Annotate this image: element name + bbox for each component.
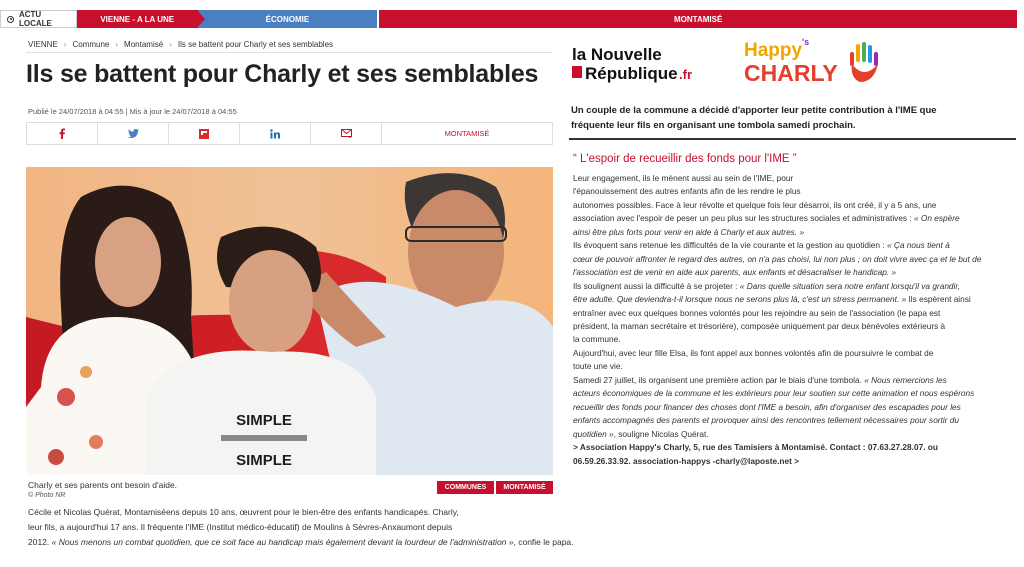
body-line: l'association est de venir en aide aux parents, aux enfants et désacraliser le handicap. »	[573, 267, 897, 278]
nav-montamise[interactable]: MONTAMISÉ	[379, 10, 1017, 28]
facebook-icon	[58, 128, 66, 139]
happys-charly-logo	[742, 36, 882, 88]
lead-line: fréquente leur fils en organisant une tombola samedi prochain.	[571, 120, 856, 131]
chevron-right-icon: ›	[169, 40, 172, 49]
share-section-tag[interactable]: MONTAMISÉ	[444, 129, 490, 138]
article-subheading: “ L'espoir de recueillir des fonds pour l'IME ”	[573, 153, 797, 165]
body-line: Leur engagement, ils le mènent aussi au sein de l'IME, pour	[573, 173, 794, 183]
svg-text:'s: 's	[802, 37, 810, 47]
body-line: toute une vie.	[573, 361, 623, 372]
location-icon	[7, 16, 14, 23]
body-line: la commune.	[573, 334, 621, 345]
breadcrumb-current: Ils se battent pour Charly et ses semblables	[177, 40, 334, 49]
share-email-button[interactable]	[311, 123, 382, 144]
chevron-right-icon: ›	[63, 40, 67, 49]
divider	[569, 138, 1016, 140]
share-flipboard-button[interactable]	[169, 123, 240, 144]
intro-line: Cécile et Nicolas Quérat, Montamiséens depuis 10 ans, œuvrent pour le bien-être des enfants handicapés. Charly,	[28, 507, 459, 517]
lead-line: Un couple de la commune a décidé d'apporter leur petite contribution à l'IME que	[571, 105, 937, 116]
body-line: président, la maman secrétaire et trésorière), composée uniquement par deux bénévoles extérieurs à	[573, 320, 946, 331]
breadcrumb-item[interactable]: Montamisé	[124, 40, 164, 49]
tag-montamise[interactable]: MONTAMISÉ	[496, 481, 553, 494]
share-bar	[26, 122, 553, 145]
nav-actu-locale[interactable]	[0, 10, 77, 28]
nav-actu-locale-label: ACTU LOCALE	[18, 10, 52, 28]
body-line: association avec l'espoir de peser un peu plus sur les structures sociales et administratives : « On espère	[573, 213, 960, 224]
body-line: enfants accompagnés des parents et provoquer ainsi des rencontres tellement nécessaires pour sortir du	[573, 415, 960, 426]
nav-economie[interactable]: ÉCONOMIE	[198, 10, 378, 28]
contact-line: 06.59.26.33.92. association-happys -charly@laposte.net >	[573, 455, 799, 466]
body-line: être adulte. Que deviendra-t-il lorsque nous ne serons plus là, c'est un stress permanent. » Ils espèrent ainsi	[573, 294, 971, 305]
svg-text:CHARLY: CHARLY	[744, 60, 838, 86]
photo-caption: Charly et ses parents ont besoin d'aide.	[28, 480, 178, 490]
article-photo	[26, 167, 553, 475]
chevron-right-icon: ›	[115, 40, 119, 49]
body-line: acteurs économiques de la commune et les extérieurs pour leur soutien sur cette animation et nous espérons	[573, 388, 975, 399]
share-twitter-button[interactable]	[98, 123, 169, 144]
tshirt-text: SIMPLE	[236, 412, 292, 429]
svg-text:.fr: .fr	[679, 67, 692, 82]
body-line: Aujourd'hui, avec leur fille Elsa, ils font appel aux bonnes volontés afin de poursuivre le combat de	[573, 347, 934, 358]
body-line: Ils évoquent sans retenue les difficultés de la vie courante et la gestion au quotidien : « Ça nous tient à	[573, 240, 950, 251]
section-nav	[0, 10, 1017, 28]
twitter-icon	[128, 129, 139, 138]
article-lead	[571, 103, 1011, 133]
body-line: autonomes possibles. Face à leur révolte et quelque fois leur désarroi, ils ont créé, il y a 5 ans, une	[573, 199, 937, 210]
divider	[26, 52, 552, 53]
contact-line: > Association Happy's Charly, 5, rue des Tamisiers à Montamisé. Contact : 07.63.27.28.07. ou	[573, 442, 938, 453]
photo-credit: © Photo NR	[28, 492, 66, 499]
linkedin-icon	[270, 129, 280, 139]
page-title: Ils se battent pour Charly et ses semblables	[26, 60, 539, 88]
body-line: entraîner avec eux quelques bonnes volontés pour les rejoindre au sein de l'association (le papa est	[573, 307, 941, 318]
publication-date: Publié le 24/07/2018 à 04:55 | Mis à jour le 24/07/2018 à 04:55	[28, 107, 237, 116]
flipboard-icon	[199, 129, 209, 139]
email-icon	[341, 129, 352, 138]
breadcrumb-item[interactable]: Commune	[72, 40, 110, 49]
svg-text:la Nouvelle: la Nouvelle	[572, 45, 662, 64]
article-intro	[28, 505, 613, 550]
body-line: ainsi être plus forts pour venir en aide à Charly et aux autres. »	[573, 226, 805, 237]
breadcrumb-item[interactable]: VIENNE	[28, 40, 58, 49]
share-linkedin-button[interactable]	[240, 123, 311, 144]
nav-vienne[interactable]: VIENNE - A LA UNE	[77, 10, 198, 28]
body-line: recueillir des fonds pour financer des choses dont l'IME a besoin, afin d'organiser des escapades pour les	[573, 401, 961, 412]
body-line: Ils soulignent aussi la difficulté à se projeter : « Dans quelle situation sera notre enfant lorsqu'il va grandir,	[573, 280, 960, 291]
body-line: Samedi 27 juillet, ils organisent une première action par le biais d'une tombola. « Nous remercions les	[573, 374, 947, 385]
body-line: quotidien », souligne Nicolas Quérat.	[573, 428, 709, 439]
body-line: cœur de pouvoir affronter le regard des autres, on n'a pas choisi, lui non plus ; on doit vivre avec ça et le but de	[573, 253, 982, 264]
svg-text:République: République	[585, 64, 678, 83]
tshirt-text: SIMPLE	[236, 452, 292, 469]
intro-line: leur fils, a aujourd'hui 17 ans. Il fréquente l'IME (Institut médico-éducatif) de Moulins à Sèvres-Anxaumont depuis	[28, 522, 453, 532]
svg-text:Happy: Happy	[744, 40, 803, 61]
share-facebook-button[interactable]	[27, 123, 98, 144]
breadcrumb	[28, 40, 333, 49]
tag-communes[interactable]: COMMUNES	[437, 481, 494, 494]
body-line: l'épanouissement des autres enfants afin de les rendre le plus	[573, 186, 801, 197]
nouvelle-republique-logo[interactable]	[572, 44, 707, 84]
intro-line: 2012. « Nous menons un combat quotidien, que ce soit face au handicap mais également devant la lourdeur de l'administration », confie le papa.	[28, 537, 574, 547]
article-body	[573, 172, 1013, 468]
